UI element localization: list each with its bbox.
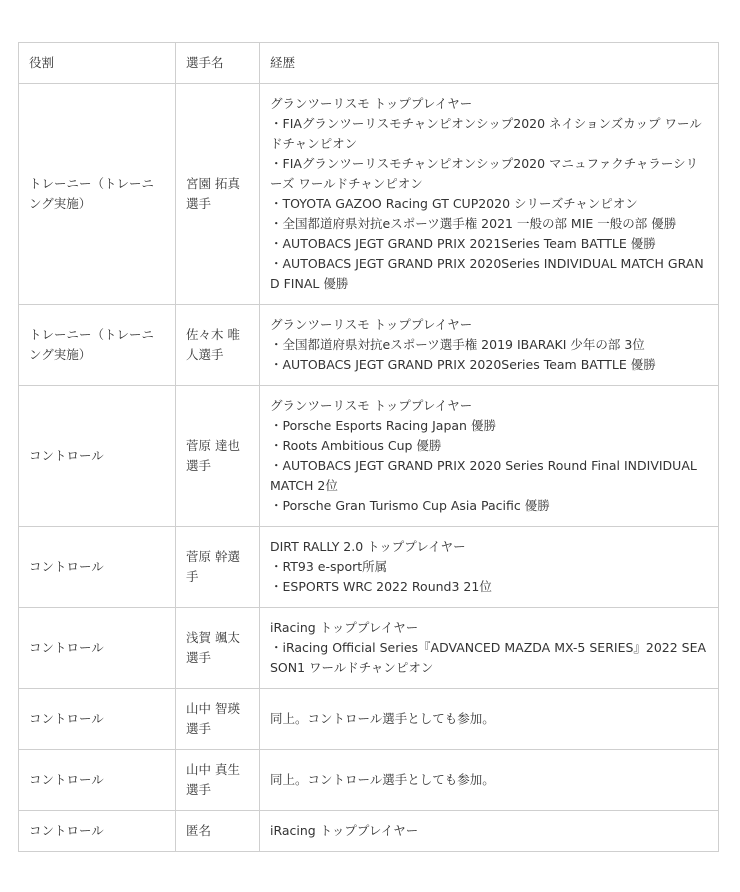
roster-table xyxy=(18,42,719,852)
player-name-cell: 宮園 拓真選手 xyxy=(176,84,260,305)
table-row xyxy=(19,689,719,750)
career-line: ・Roots Ambitious Cup 優勝 xyxy=(270,438,442,453)
career-cell xyxy=(260,527,719,608)
career-cell xyxy=(260,689,719,750)
header-role: 役割 xyxy=(19,43,176,84)
career-line: ・AUTOBACS JEGT GRAND PRIX 2020Series Team BATTLE 優勝 xyxy=(270,357,656,372)
career-cell xyxy=(260,750,719,811)
role-cell: コントロール xyxy=(19,750,176,811)
player-name-cell: 山中 智瑛選手 xyxy=(176,689,260,750)
career-cell xyxy=(260,84,719,305)
career-line: DIRT RALLY 2.0 トッププレイヤー xyxy=(270,539,466,554)
career-cell xyxy=(260,608,719,689)
table-row xyxy=(19,750,719,811)
player-name-cell: 菅原 幹選手 xyxy=(176,527,260,608)
career-line: ・FIAグランツーリスモチャンピオンシップ2020 マニュファクチャラーシリーズ ワールドチャンピオン xyxy=(270,156,699,191)
career-line: ・FIAグランツーリスモチャンピオンシップ2020 ネイションズカップ ワールドチャンピオン xyxy=(270,116,702,151)
player-name-cell: 匿名 xyxy=(176,811,260,852)
role-cell: トレーニー（トレーニング実施） xyxy=(19,84,176,305)
header-career: 経歴 xyxy=(260,43,719,84)
role-cell: コントロール xyxy=(19,811,176,852)
player-name-cell: 山中 真生選手 xyxy=(176,750,260,811)
career-line: 同上。コントロール選手としても参加。 xyxy=(270,711,495,726)
career-line: ・全国都道府県対抗eスポーツ選手権 2021 一般の部 MIE 一般の部 優勝 xyxy=(270,216,677,231)
career-line: ・AUTOBACS JEGT GRAND PRIX 2021Series Team BATTLE 優勝 xyxy=(270,236,656,251)
table-row xyxy=(19,527,719,608)
role-cell: コントロール xyxy=(19,527,176,608)
player-name-cell: 浅賀 颯太選手 xyxy=(176,608,260,689)
career-cell xyxy=(260,386,719,527)
table-row xyxy=(19,386,719,527)
career-cell xyxy=(260,305,719,386)
career-line: グランツーリスモ トッププレイヤー xyxy=(270,96,473,111)
career-cell xyxy=(260,811,719,852)
role-cell: コントロール xyxy=(19,386,176,527)
table-row xyxy=(19,305,719,386)
career-line: ・Porsche Esports Racing Japan 優勝 xyxy=(270,418,496,433)
table-row xyxy=(19,608,719,689)
table-row xyxy=(19,84,719,305)
career-line: ・ESPORTS WRC 2022 Round3 21位 xyxy=(270,579,492,594)
career-line: iRacing トッププレイヤー xyxy=(270,620,419,635)
career-line: ・TOYOTA GAZOO Racing GT CUP2020 シリーズチャンピオン xyxy=(270,196,638,211)
career-line: ・RT93 e-sport所属 xyxy=(270,559,388,574)
career-line: ・Porsche Gran Turismo Cup Asia Pacific 優勝 xyxy=(270,498,550,513)
career-line: ・AUTOBACS JEGT GRAND PRIX 2020 Series Round Final INDIVIDUAL MATCH 2位 xyxy=(270,458,697,493)
career-line: ・iRacing Official Series『ADVANCED MAZDA MX-5 SERIES』2022 SEASON1 ワールドチャンピオン xyxy=(270,640,707,675)
career-line: ・AUTOBACS JEGT GRAND PRIX 2020Series INDIVIDUAL MATCH GRAND FINAL 優勝 xyxy=(270,256,704,291)
career-line: iRacing トッププレイヤー xyxy=(270,823,419,838)
table-row xyxy=(19,811,719,852)
player-name-cell: 菅原 達也選手 xyxy=(176,386,260,527)
role-cell: コントロール xyxy=(19,689,176,750)
career-line: ・全国都道府県対抗eスポーツ選手権 2019 IBARAKI 少年の部 3位 xyxy=(270,337,645,352)
roster-table-container xyxy=(18,42,718,852)
roster-body xyxy=(19,84,719,852)
role-cell: コントロール xyxy=(19,608,176,689)
player-name-cell: 佐々木 唯人選手 xyxy=(176,305,260,386)
table-header-row xyxy=(19,43,719,84)
career-line: グランツーリスモ トッププレイヤー xyxy=(270,317,473,332)
role-cell: トレーニー（トレーニング実施） xyxy=(19,305,176,386)
career-line: 同上。コントロール選手としても参加。 xyxy=(270,772,495,787)
header-name: 選手名 xyxy=(176,43,260,84)
career-line: グランツーリスモ トッププレイヤー xyxy=(270,398,473,413)
